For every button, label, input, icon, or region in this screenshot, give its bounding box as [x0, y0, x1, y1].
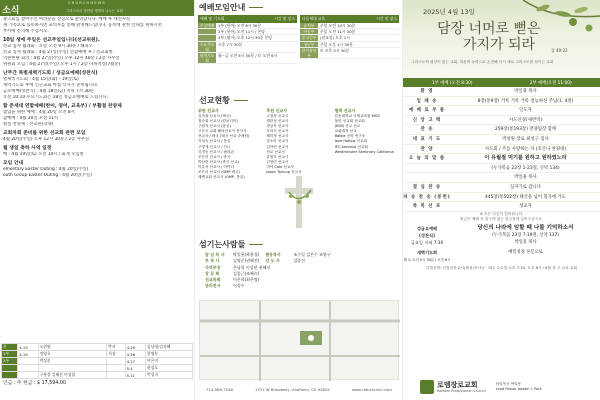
schedule-key: 주일예배 — [199, 23, 215, 28]
news-heading: 교회차회 준비를 위한 선교회 관련 모임 — [3, 131, 86, 136]
schedule-box — [198, 15, 297, 64]
missionary-item: 미야 Cole 선교사 — [266, 164, 294, 169]
missionary-item: 김경동 선교사 / 필리핀 — [198, 149, 234, 154]
sermon-banner-line1: 담장 너머로 뻗은 — [437, 21, 541, 37]
order-value: 8장(통9장) 거룩 거룩 거룩 전능하신 주님(1, 4절) — [477, 98, 574, 104]
missionary-item: 조은미 선교사 / 중국 — [198, 154, 231, 159]
missionary-item: 경상북 선교사 — [266, 124, 289, 129]
good-friday-sublabel: (성찬식) — [419, 232, 435, 238]
order-value: 박성원 장로 최성구 집사 — [502, 136, 549, 142]
offering-cell — [18, 372, 38, 379]
church-logo-icon — [420, 380, 434, 394]
servant-row — [195, 283, 403, 289]
servant-role: 강 도 사 — [265, 258, 280, 264]
order-label: 입 례 송 — [416, 98, 438, 104]
offering-cell: 박성분 — [38, 358, 107, 365]
news-line: 새벽기도회 후에 인근교회 아침 식사가 준비됩니다. — [3, 83, 99, 88]
order-label: 찬 양 — [420, 146, 434, 152]
order-value: 259장(통193장) 전양팀장 함께 — [494, 127, 557, 133]
news-line: 오전 10:10 수요기도회는 18일 성금요예배로 드립니다. — [3, 95, 108, 100]
offering-cell — [18, 358, 38, 365]
news-line: 선교 심사 월례회 : 오늘 오전 9시 30분 / 해피오 — [3, 44, 93, 49]
banner-quote: 그리스도의 평강이 있는 교회, 복음의 능력으로 온전해 다시 새로 그리스도를 섬기는 교회 — [411, 60, 554, 64]
missionary-item: 고성정 선교사 — [266, 114, 289, 118]
order-label — [403, 173, 451, 182]
order-label: 찬 송 — [420, 127, 434, 133]
news-heading: 난주간 특별새벽기도회 / 성금요예배(성찬식) — [3, 71, 98, 76]
order-value: 445장(통502장) 태산을 넘어 험곡에 가도 — [485, 194, 566, 200]
good-friday-title: 당신의 나라에 임할 때 나를 기억하소서 — [477, 224, 574, 231]
mission-column-title: 위원 선교사 — [198, 108, 219, 113]
offering-cell: 한명분 — [146, 351, 193, 358]
offering-table — [1, 343, 193, 379]
news-line: 광고회를 참여주신 여러분을 진심으로 환영합니다. 예배 후 새신자실 — [3, 17, 131, 22]
offering-row — [2, 358, 193, 365]
order-label: 대 표 기 도 — [412, 136, 442, 142]
news-heading: 할 준세대 연합예배(한어, 영어, 교육부) / 부활절 찬양제 — [3, 104, 122, 109]
offering-total: 인금 : 주 헌금 : $ 17,594.00 — [3, 381, 67, 386]
news-line: 금요예배(성찬식) : 4월 18일(금) 저녁 7시 30분 — [3, 89, 94, 94]
mission-status — [195, 93, 403, 180]
offering-cell: 김남네/김지혜 — [146, 344, 193, 351]
missionary-item: 세한성 선교사 — [266, 119, 289, 124]
standing-note: ※ 모든 다같이 일어섭니다. — [479, 211, 524, 216]
dawn-prayer — [403, 249, 600, 264]
news-line: outh Group Easter Outing : 4월 20일(주일) — [3, 173, 92, 178]
offering-cell — [107, 365, 125, 372]
worship-order-row — [403, 116, 600, 126]
mission-column — [266, 108, 331, 180]
schedule-value: 3부 (영어) 오후 12시 30분 본당 — [218, 35, 273, 41]
offering-cell: 박사 — [107, 344, 125, 351]
missionary-item: 선교사 / 태국 (태국 선교 순례팀) — [198, 134, 250, 139]
missionary-item: 레벤교회 선교사 (GMP, 몽골) — [198, 175, 245, 180]
schedule-key: 새벽기도회 — [199, 53, 215, 64]
servant-name: 이은희(최은영) — [233, 277, 260, 283]
worship-order-row — [403, 97, 600, 107]
missionary-item: 사라도 선교사 — [266, 129, 289, 134]
dawn-prayer-text: 매일성경 본문으로 — [508, 249, 543, 255]
schedule-row — [300, 48, 399, 59]
schedule-header — [300, 15, 399, 23]
news-header — [0, 0, 194, 16]
news-line: 별새벽기도회 : 4월 15일(화) - 19일(토) — [3, 77, 79, 82]
missionary-item: 불한 선교회 선교회 — [334, 119, 365, 124]
good-friday-time: 금요일 저녁 7:30 — [410, 239, 444, 245]
missionary-item: 장순희 선교사 (캄보디아) — [198, 119, 238, 124]
schedule-row — [198, 53, 297, 64]
news-title: 소식 — [2, 6, 20, 16]
church-name: 로뎀장로교회 — [437, 381, 478, 389]
news-line: 합예배 : 4월 20일 오전 11시 — [3, 116, 59, 121]
news-line: 참임을 위한 예배 : 4월 20일 오전 8시 — [3, 110, 75, 115]
worship-info-heading — [195, 0, 402, 15]
news-heading: 모임 안내 — [3, 161, 24, 166]
schedule-header — [198, 15, 297, 23]
news-line: 매 : 4월 19일(토) 오전 10시 / 회계 모임원 — [3, 152, 84, 157]
sermon-banner-line2: 가지가 되라 — [463, 37, 536, 53]
website-link[interactable]: www.rathchurch.com — [351, 387, 392, 392]
news-line: 새 가족으로 등록하시면 교역자를 통해 환영해드립니다. 등록에 관한 안내를 원하시면 — [3, 23, 162, 28]
good-friday-scripture: (누가복음 23장 7-19절, 신약 137) — [492, 232, 559, 238]
good-friday-label: 성금요예배 — [416, 225, 438, 231]
schedule-key: 청년부 — [300, 42, 318, 47]
schedule-header-cell: 시간 및 장소 — [274, 16, 295, 21]
offering-cell: 이은미 — [146, 358, 193, 365]
special-notice: 특별찬양: 신앙성장교서(월성)목사님 · 매주 수요일 오후 7:30, 오후 8시 / 6월 첫 주 교육 교회 — [425, 265, 578, 270]
schedule-key — [198, 29, 216, 34]
missionary-item: 구원지 선교사 (몽골) — [198, 124, 231, 129]
order-value: 인도자 — [519, 108, 532, 114]
news-line: 부서에 문의해 주십시오. — [3, 29, 49, 34]
servant-name: 김종선 — [293, 258, 305, 264]
schedule-key: 중고등부 — [301, 35, 317, 41]
offering-cell — [38, 365, 107, 372]
news-motto: 그리스도의 충만한 생명의 나누는 교회 — [66, 9, 123, 13]
schedule-value: 주일 오전 10시 30분 — [320, 23, 356, 28]
missionary-item: 김영민 선교사 — [266, 159, 289, 164]
offering-cell: 오현원 — [38, 344, 107, 351]
offering-cell: 서성 — [107, 351, 125, 358]
schedule-header-cell: 예배 및 기도회 — [200, 16, 225, 21]
servant-name: 조수일 김은수 조항구 — [293, 252, 331, 257]
servant-role: 담 임 목 사 — [205, 252, 225, 257]
service-header-2: 2부 예배(오전 11:00) — [529, 80, 572, 86]
missionary-item: 이성숙 선교사 / 몽골 — [198, 139, 231, 144]
missionary-item: 이유석 선교사 / 아이티 — [198, 164, 234, 169]
worship-order-row — [403, 125, 600, 135]
offering-cell: 박성국 — [146, 372, 193, 379]
servant-name: 박일용(곽윤경) — [233, 252, 260, 257]
news-line: ementary Easter Outing : 4월 20일(주일) — [3, 167, 89, 172]
servants-heading — [195, 237, 403, 252]
offering-row-label — [2, 372, 18, 379]
news-list — [0, 16, 194, 180]
missionary-item: 교회개척 선교 — [334, 129, 357, 134]
map-illustration — [200, 301, 400, 381]
order-label: 파 송 찬 송 (봉헌) — [403, 194, 451, 200]
missionary-item: 한소라 선교사 — [266, 139, 289, 144]
missionary-item: 박상란 선교사 (중국 선교) — [198, 159, 239, 164]
order-label: 예 배 로 부 름 — [408, 108, 446, 114]
offering-cell: 4.13 — [18, 344, 38, 351]
servant-role: 관리전사 — [205, 283, 221, 289]
offering-row-label: 1부 — [2, 351, 18, 358]
order-value: 사도신경(새번역) — [508, 117, 543, 123]
offering-cell: 5.11 — [125, 372, 145, 379]
schedule-box — [300, 15, 399, 64]
offering-cell: 4.26 — [125, 351, 145, 358]
schedule-key: 한어청년부 — [301, 47, 317, 59]
missionary-item: 조은미 선교사 (GMP 태국) — [198, 170, 241, 175]
offering-cell: 4.19 — [18, 351, 38, 358]
schedule-key: 수요기도회 — [199, 41, 215, 52]
news-column — [0, 0, 195, 400]
offering-cell — [107, 372, 125, 379]
servant-role: 협동목사 — [265, 252, 281, 257]
phone-text: 714-966-7048 — [206, 387, 233, 392]
mission-column-title: 후원 선교사 — [266, 108, 288, 113]
order-value: 성교자 — [519, 204, 532, 210]
mission-heading — [195, 93, 403, 108]
church-map[interactable] — [199, 300, 399, 380]
order-label: 환 영 — [420, 89, 434, 94]
missionary-item: Jason Tanung 선교사 — [266, 170, 302, 175]
pastor-name-en: Lead Pastor Joseph I. Park — [495, 387, 542, 391]
church-name-en: Rothem Presbyterian Church — [437, 389, 486, 393]
schedule-key: 아동부 — [300, 29, 318, 34]
cross-illustration — [281, 172, 317, 230]
order-value: 십자가로 갑니다 — [509, 184, 542, 190]
news-subtitle: C H U R C H N E W S — [68, 1, 105, 5]
dawn-prayer-label: 새벽기도회 — [416, 249, 438, 255]
offering-cell: 한성호 — [146, 365, 193, 372]
missionary-item: 김숙광 선교사 (태국) — [198, 114, 231, 118]
offering-cell: 5.4 — [125, 365, 145, 372]
servants-title: 섬기는사람들 — [199, 240, 246, 249]
worship-order-row — [403, 202, 600, 212]
church-footer — [420, 374, 600, 400]
bulletin-column — [403, 0, 600, 400]
schedule-value: 주일 오전 11시 30분 — [320, 29, 356, 35]
offering-cell — [107, 358, 125, 365]
missionary-item: Bakke 신학 연구소 — [334, 134, 366, 139]
worship-order — [403, 87, 600, 212]
news-line: 선교 심사 월례회 : 4월 27일(주일) 연합예배 후 / 선교회별 — [3, 50, 113, 55]
offering-cell: 4.27 — [125, 358, 145, 365]
worship-order-row — [403, 87, 600, 97]
missionary-item: 제미정 선교사 — [266, 134, 289, 139]
offering-cell: 구풍섭 김혜선 이성철 — [38, 372, 107, 379]
order-value: 박일용 목사 — [514, 89, 537, 94]
offering-note: 헌금은 예배 전 입구에 있는 헌금함에 넣어주십시오. — [459, 216, 543, 221]
schedule-key: 유치부 — [300, 23, 318, 28]
servant-role: 선교목회 — [205, 277, 221, 283]
missionary-item: 구렇게 선교사 / 인니 — [198, 144, 231, 149]
contact-bar — [195, 387, 403, 392]
missionary-item: Westminster Seminary California — [334, 149, 394, 154]
news-line: 4월 20일(주일) 오후 12시 30분 / 2층 사무실 — [3, 137, 90, 142]
order-value: (누가복음 22장 1-23절, 신약 134) — [491, 165, 560, 171]
worship-order-row — [403, 145, 600, 155]
order-value: 이 유월절 먹기를 원하고 원하였노라 — [484, 155, 567, 162]
servant-name: 김영준(권혜선) — [233, 258, 260, 264]
missionary-item: 고은오 교회 해외선교사 봉사사 — [198, 129, 247, 134]
servant-role: 부 목 사 — [205, 258, 220, 264]
offering-row — [2, 372, 193, 379]
missionary-item: 류영호 선교사 — [266, 154, 289, 159]
servants-section — [195, 237, 403, 290]
offering-row — [2, 351, 193, 358]
offering-row-label — [2, 365, 18, 372]
missionary-item: 한동대학교 국제교육원 MGS — [334, 114, 380, 118]
mission-column-title: 협력 선교사 — [334, 108, 356, 113]
order-label: 결 심 찬 송 — [412, 184, 442, 190]
missionary-item: 김아빈 선교사 — [266, 144, 289, 149]
bulletin-hero — [403, 0, 600, 78]
order-label: 신 앙 고 백 — [412, 117, 442, 123]
servant-role: 장 로 회 — [205, 270, 220, 276]
servant-role: 사역부장 — [205, 264, 221, 270]
banner-verse: 창 49:22 — [551, 48, 568, 53]
schedule-key — [198, 35, 216, 40]
service-header-1: 1부 예배 (오전 8:30) — [431, 80, 473, 86]
servant-name: 김종근(조혜숙) — [233, 270, 260, 276]
schedule-value: 월~금 오전 5시 30분 / 토 오전 6시 — [218, 53, 278, 59]
worship-order-row — [403, 173, 600, 183]
good-friday-preacher: 박일용 목사 — [514, 239, 537, 245]
news-heading: 10일 생애 주일은 선교주일입니다(선교위원). — [3, 38, 100, 43]
worship-order-row — [403, 106, 600, 116]
news-line: 의원현황 회의 : 4월 27일(주일) 오후 12시 40분 / 2층 사무실 — [3, 56, 120, 61]
servant-name: 이성우 — [233, 283, 245, 289]
good-friday-service — [403, 225, 600, 246]
pastor-name-ko: 담임목사 박일용 — [495, 382, 522, 386]
schedule-value: (친교실) 오후 1시 — [320, 35, 350, 41]
bulletin-date: 2025년 4월 13일 — [423, 8, 475, 16]
news-heading: 월 생일 축하 사역 일정 — [3, 146, 52, 151]
offering-row — [2, 365, 193, 372]
worship-schedule — [195, 15, 402, 64]
schedule-value: 오후 7시 30분 — [218, 41, 243, 47]
schedule-value: 2부 (한어) 오전 11시 / 본당 — [218, 29, 265, 35]
schedule-value: 주일 오후 1시 30분 — [320, 41, 353, 47]
order-label — [403, 164, 451, 173]
mission-column — [335, 108, 400, 180]
address-text: 1751 W Broadway, Anaheim, CA 92804 — [254, 387, 330, 392]
service-headers — [403, 78, 600, 87]
mission-column — [198, 108, 263, 180]
schedule-value: 1부 (한어) 오전 8시 30분 — [218, 23, 262, 28]
missionary-item: 선교 선교사 — [266, 149, 285, 154]
worship-order-row — [403, 164, 600, 174]
offering-cell: 정영호 — [38, 351, 107, 358]
info-column — [195, 0, 403, 400]
order-label: 오 늘 의 말 씀 — [408, 156, 446, 162]
news-line: 위원회 모임 : 4월 27일(주일) 오후 1시 / 2층 다목적실(7월분) — [3, 62, 121, 67]
missionary-item: Jove Hollow 선교회 — [334, 139, 367, 144]
schedule-header-cell: 다음세대 교육 — [302, 16, 326, 21]
offering-cell: 4.20 — [125, 344, 145, 351]
mission-title: 선교현황 — [199, 96, 230, 105]
worship-order-row — [403, 183, 600, 193]
schedule-value: 토 오후 5시 30분 — [320, 47, 350, 53]
worship-order-row — [403, 135, 600, 145]
worship-info-title: 예배모임안내 — [199, 3, 246, 12]
worship-order-row — [403, 193, 600, 203]
missionary-item: IFC America 선교회 — [334, 144, 368, 149]
order-label: 축 복 선 포 — [412, 204, 442, 210]
schedule-header-cell: 시간 및 장소 — [376, 16, 397, 21]
order-value: 사도회 / 주를 사랑하는 자 (호산나 찬양대) — [484, 146, 567, 152]
offering-row — [2, 344, 193, 351]
schedule-row — [198, 42, 297, 53]
servant-name: 은남희 이상현 권혜선 — [233, 264, 271, 270]
offering-row-label: 2부 — [2, 358, 18, 365]
offering-row-label: 본 — [2, 344, 18, 351]
dawn-prayer-time: 월 토 오전 5시 30분 / 오전 6시 — [403, 257, 451, 262]
offering-cell — [18, 365, 38, 372]
order-value: 박일용 목사 — [514, 175, 537, 181]
worship-order-row — [403, 154, 600, 164]
missionary-item: (KIM) 선교 선교 — [334, 124, 361, 129]
news-line: 활절 찬양제 : 선교관(강당) — [3, 122, 54, 127]
